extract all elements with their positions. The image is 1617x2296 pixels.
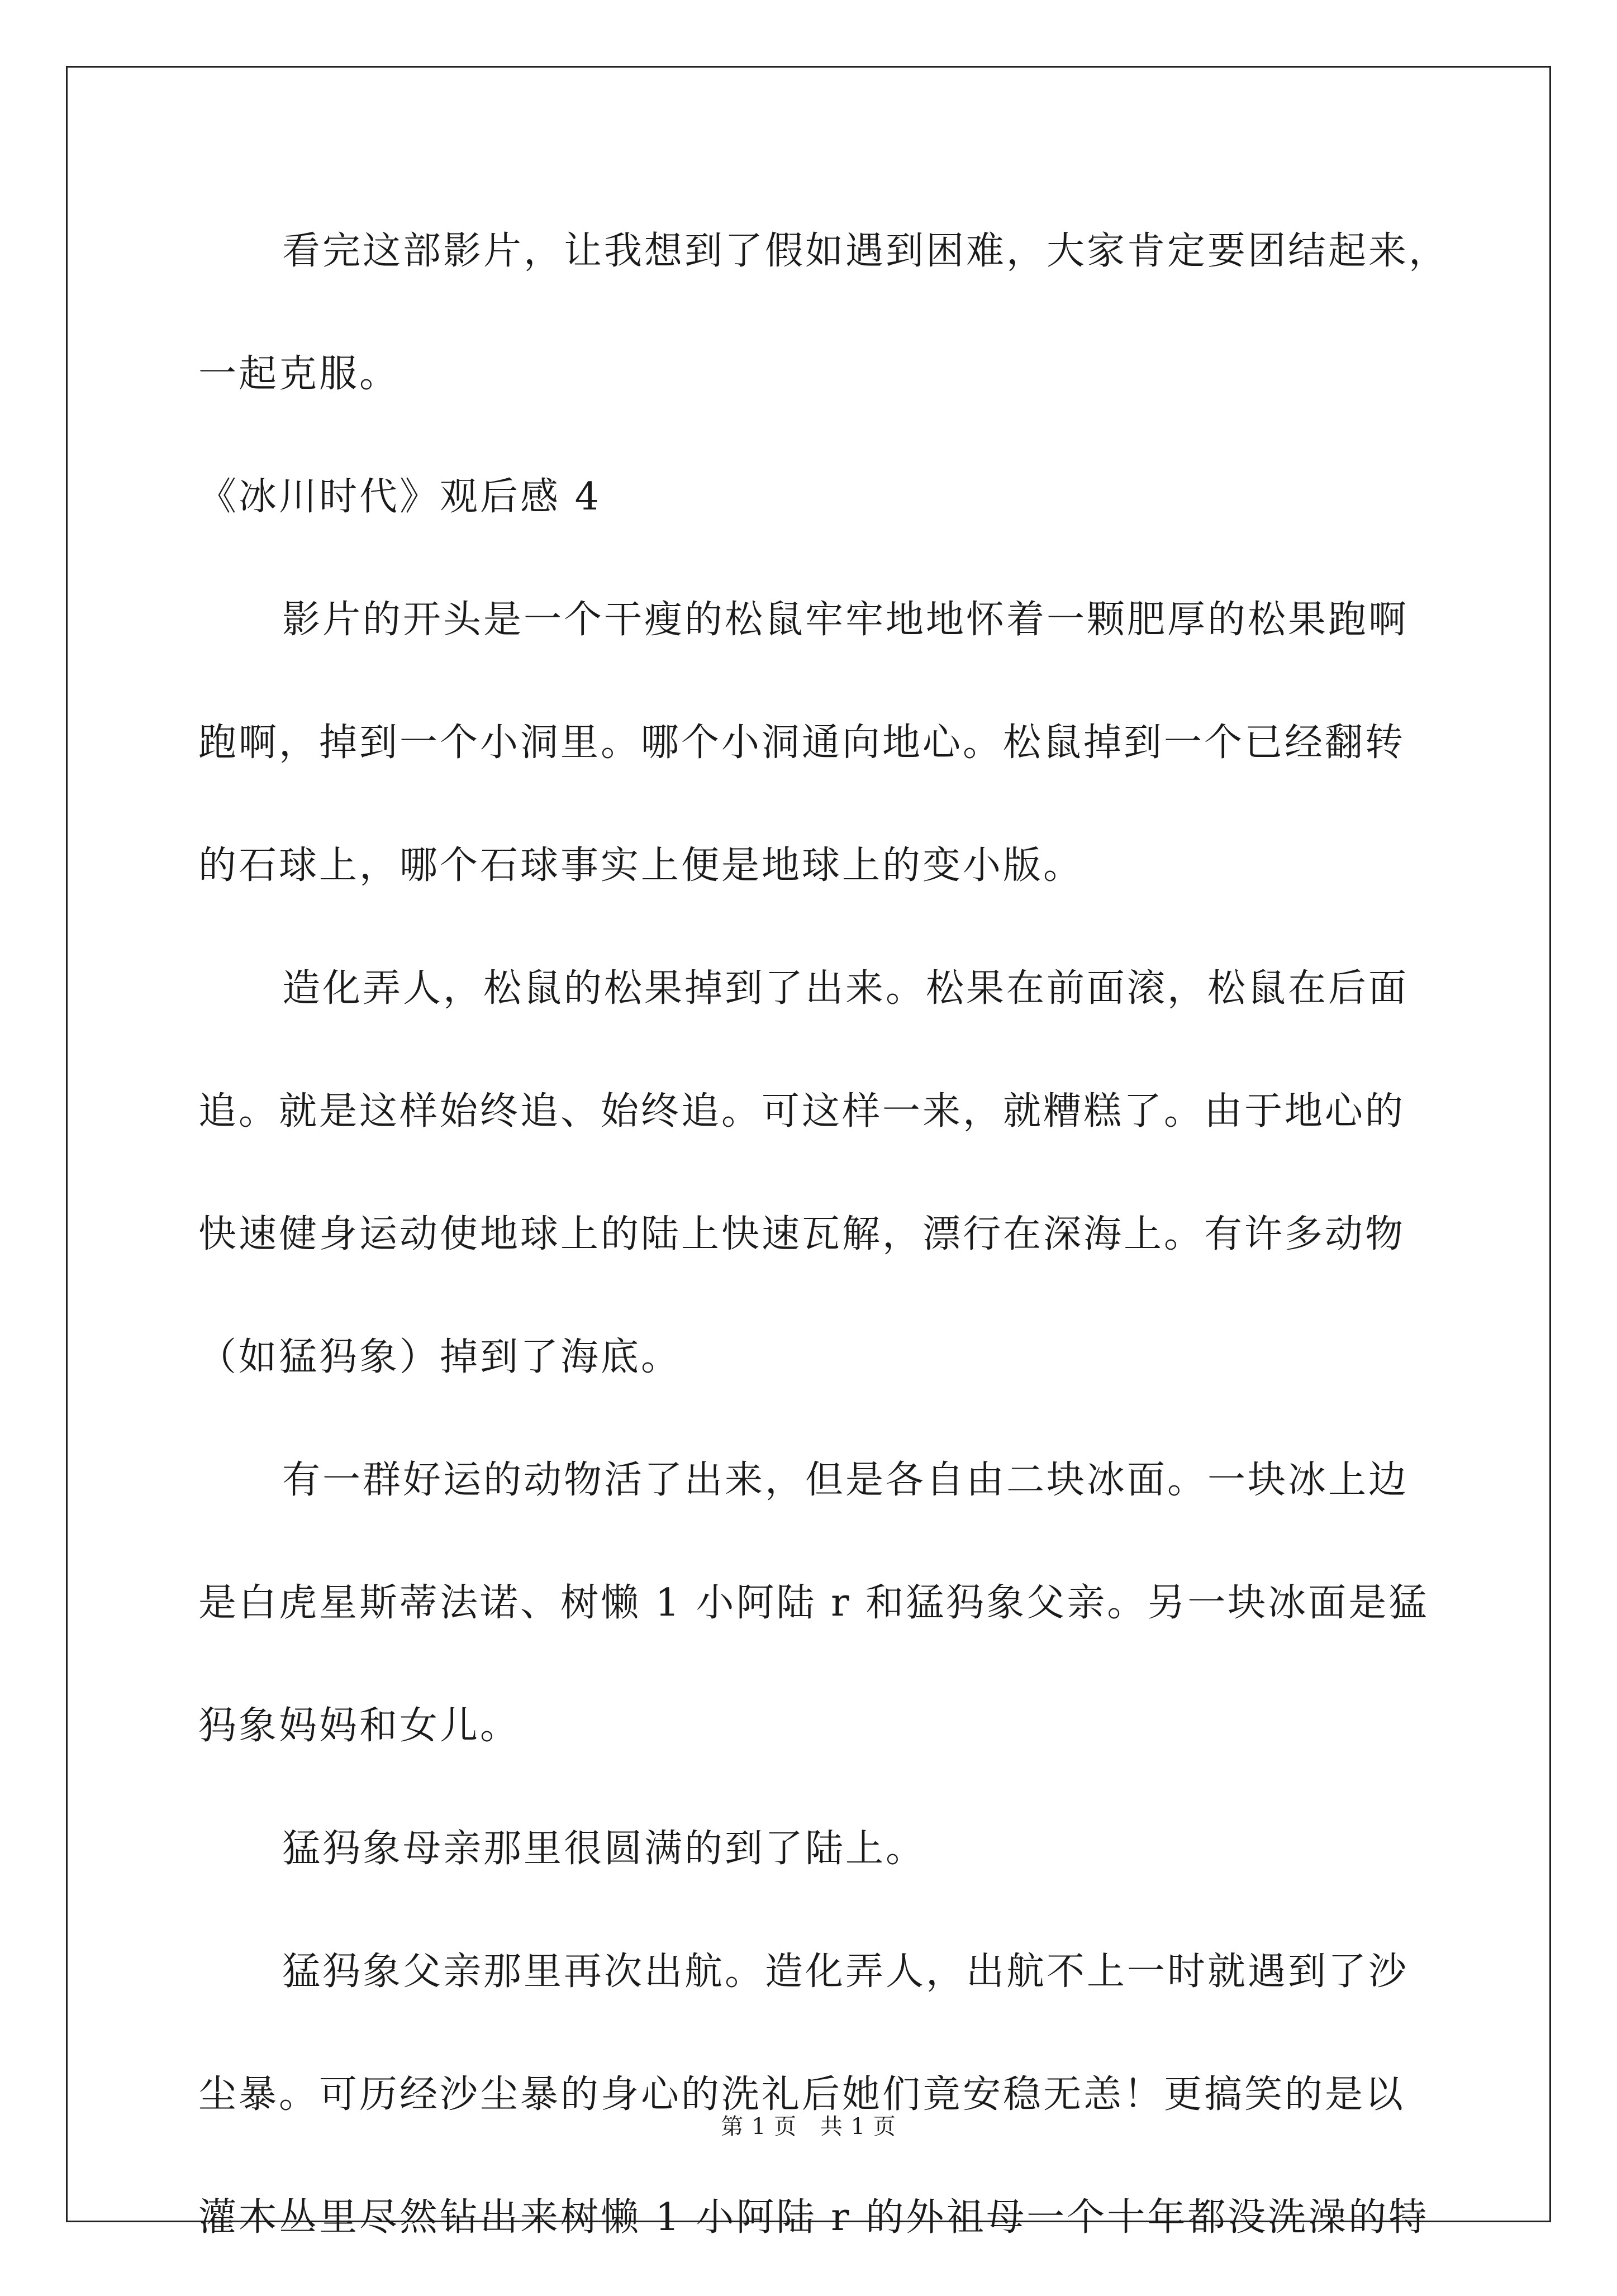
text-line: 有一群好运的动物活了出来，但是各自由二块冰面。一块冰上边 (282, 1458, 1409, 1502)
page-footer (0, 2109, 1617, 2141)
text-line: 跑啊，掉到一个小洞里。哪个小洞通向地心。松鼠掉到一个已经翻转 (198, 721, 1406, 765)
text-line: 猛犸象父亲那里再次出航。造化弄人，出航不上一时就遇到了沙 (282, 1950, 1409, 1994)
text-line: 犸象妈妈和女儿。 (198, 1704, 521, 1748)
text-line: 快速健身运动使地球上的陆上快速瓦解，漂行在深海上。有许多动物 (198, 1212, 1406, 1256)
document-body (198, 207, 1449, 2296)
text-line: 是白虎星斯蒂法诺、树懒 1 小阿陆 r 和猛犸象父亲。另一块冰面是猛 (198, 1581, 1429, 1625)
text-line: 影片的开头是一个干瘦的松鼠牢牢地地怀着一颗肥厚的松果跑啊 (282, 598, 1409, 642)
text-line: 尘暴。可历经沙尘暴的身心的洗礼后她们竟安稳无恙！更搞笑的是以 (198, 2073, 1406, 2117)
text-line: 灌木丛里尽然钻出来树懒 1 小阿陆 r 的外祖母一个十年都没洗澡的特 (198, 2195, 1429, 2240)
text-line: 造化弄人，松鼠的松果掉到了出来。松果在前面滚，松鼠在后面 (282, 966, 1409, 1011)
page-total: 共 1 页 (820, 2114, 896, 2140)
page-number: 第 1 页 (721, 2114, 797, 2140)
section-heading: 《冰川时代》观后感 4 (198, 475, 601, 519)
text-line: 看完这部影片，让我想到了假如遇到困难，大家肯定要团结起来， (282, 229, 1449, 273)
text-line: 追。就是这样始终追、始终追。可这样一来，就糟糕了。由于地心的 (198, 1089, 1406, 1133)
text-line: 的石球上，哪个石球事实上便是地球上的变小版。 (198, 844, 1084, 888)
text-line: （如猛犸象）掉到了海底。 (198, 1335, 682, 1379)
text-line: 猛犸象母亲那里很圆满的到了陆上。 (282, 1827, 926, 1871)
text-line: 一起克服。 (198, 352, 400, 396)
